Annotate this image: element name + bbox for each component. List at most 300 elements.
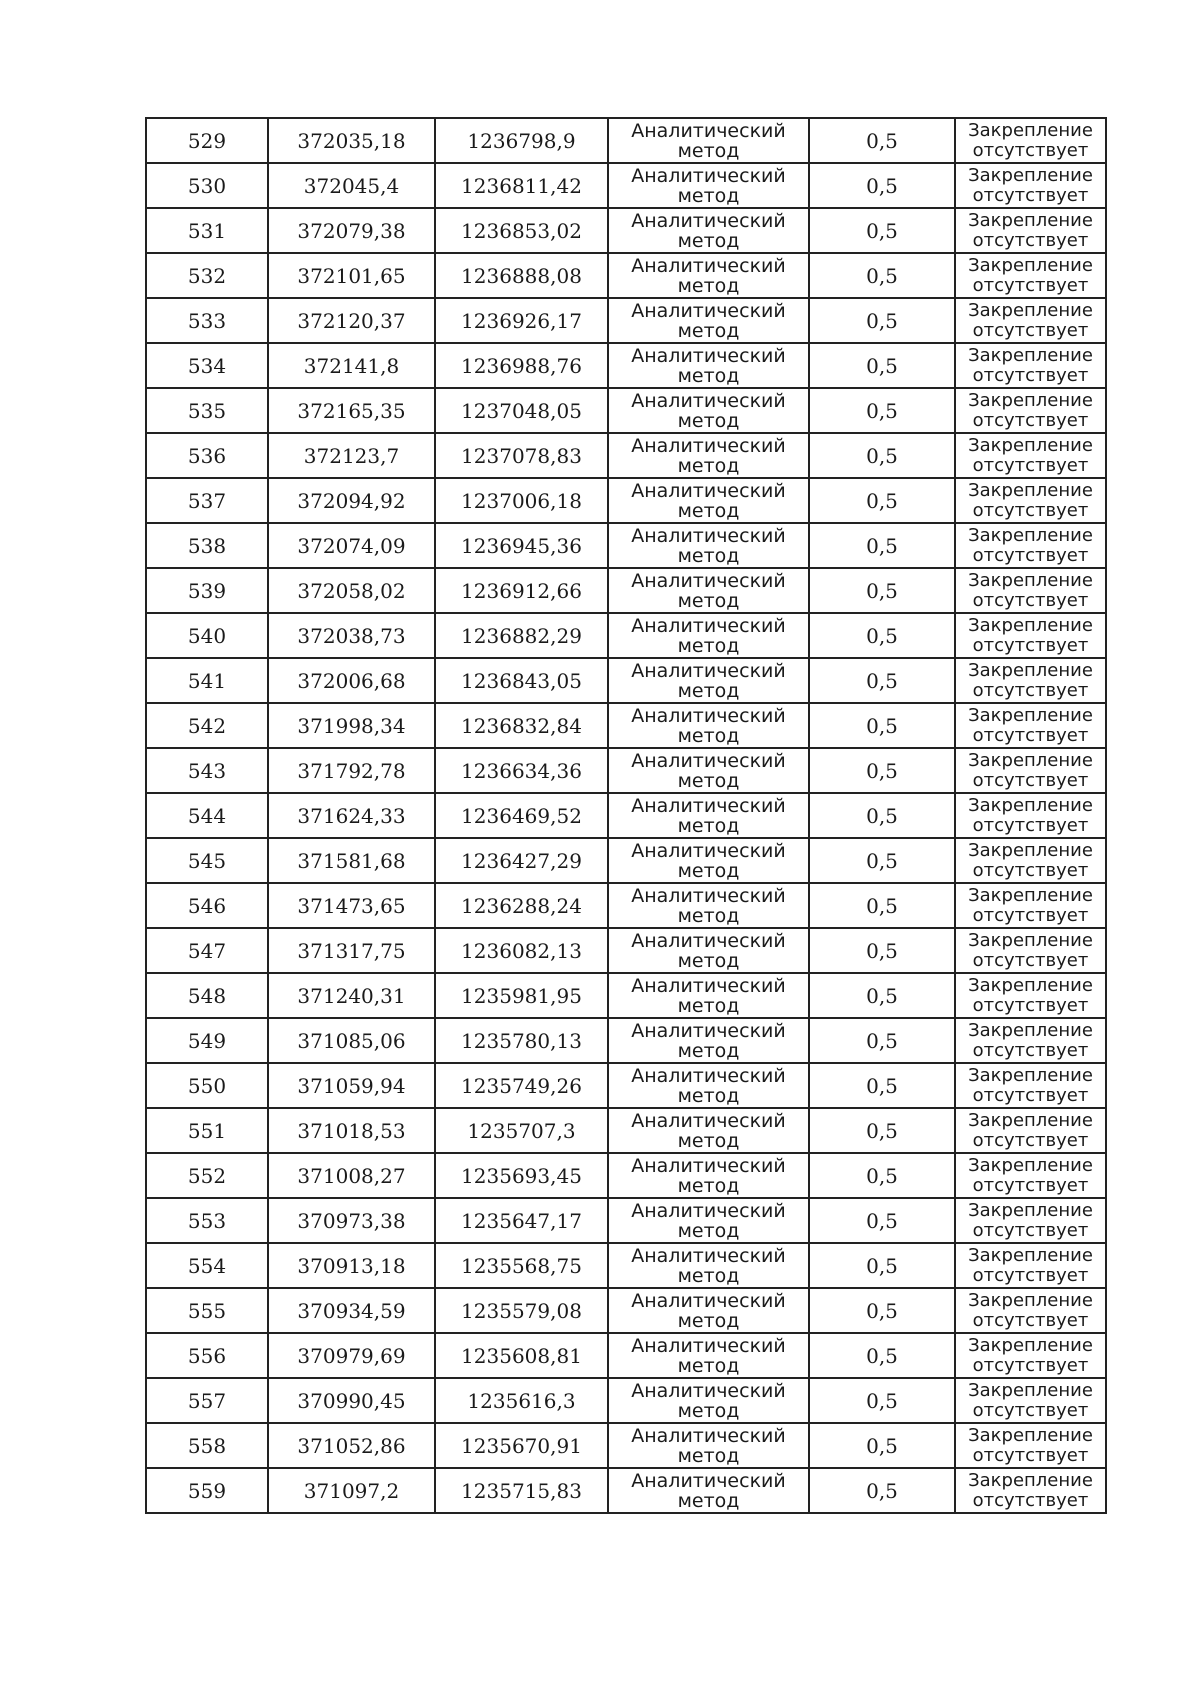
fixation-cell (955, 298, 1106, 343)
fixation-cell (955, 253, 1106, 298)
table-row (146, 343, 1106, 388)
table-row (146, 838, 1106, 883)
y-coordinate-cell: 1237078,83 (435, 433, 608, 478)
accuracy-cell: 0,5 (809, 1378, 955, 1423)
point-number-cell: 559 (146, 1468, 268, 1513)
x-coordinate-cell: 372074,09 (268, 523, 435, 568)
x-coordinate-cell: 372038,73 (268, 613, 435, 658)
accuracy-cell: 0,5 (809, 433, 955, 478)
fixation-cell-line-1: Закрепление (968, 1154, 1093, 1176)
method-cell (608, 973, 809, 1018)
method-cell (608, 658, 809, 703)
y-coordinate-cell: 1235647,17 (435, 1198, 608, 1243)
y-coordinate-cell: 1235981,95 (435, 973, 608, 1018)
table-row (146, 1423, 1106, 1468)
coordinates-table (145, 117, 1107, 1514)
method-cell-line-1: Аналитический (631, 569, 786, 592)
method-cell (608, 883, 809, 928)
fixation-cell (955, 658, 1106, 703)
method-cell (608, 1288, 809, 1333)
x-coordinate-cell: 371018,53 (268, 1108, 435, 1153)
x-coordinate-cell: 372120,37 (268, 298, 435, 343)
fixation-cell (955, 1378, 1106, 1423)
fixation-cell-line-2: отсутствует (972, 1354, 1089, 1376)
point-number-cell: 540 (146, 613, 268, 658)
fixation-cell (955, 343, 1106, 388)
fixation-cell-line-2: отсутствует (972, 859, 1089, 881)
table-row (146, 433, 1106, 478)
accuracy-cell: 0,5 (809, 1468, 955, 1513)
fixation-cell (955, 1468, 1106, 1513)
table-row (146, 1378, 1106, 1423)
method-cell-line-1: Аналитический (631, 119, 786, 142)
accuracy-cell: 0,5 (809, 613, 955, 658)
fixation-cell (955, 208, 1106, 253)
method-cell-line-2: метод (677, 859, 740, 882)
fixation-cell (955, 1288, 1106, 1333)
table-row (146, 1198, 1106, 1243)
method-cell-line-1: Аналитический (631, 884, 786, 907)
method-cell-line-1: Аналитический (631, 209, 786, 232)
method-cell-line-1: Аналитический (631, 1244, 786, 1267)
fixation-cell-line-1: Закрепление (968, 884, 1093, 906)
fixation-cell-line-2: отсутствует (972, 994, 1089, 1016)
fixation-cell-line-2: отсутствует (972, 364, 1089, 386)
fixation-cell-line-2: отсутствует (972, 1489, 1089, 1511)
accuracy-cell: 0,5 (809, 1063, 955, 1108)
table-row (146, 298, 1106, 343)
fixation-cell-line-2: отсутствует (972, 499, 1089, 521)
y-coordinate-cell: 1237048,05 (435, 388, 608, 433)
point-number-cell: 541 (146, 658, 268, 703)
table-row (146, 703, 1106, 748)
method-cell (608, 568, 809, 613)
y-coordinate-cell: 1236469,52 (435, 793, 608, 838)
table-row (146, 1018, 1106, 1063)
method-cell-line-2: метод (677, 229, 740, 252)
table-row (146, 973, 1106, 1018)
x-coordinate-cell: 372101,65 (268, 253, 435, 298)
method-cell (608, 838, 809, 883)
table-row (146, 658, 1106, 703)
point-number-cell: 548 (146, 973, 268, 1018)
point-number-cell: 545 (146, 838, 268, 883)
table-row (146, 118, 1106, 163)
x-coordinate-cell: 372165,35 (268, 388, 435, 433)
table-row (146, 523, 1106, 568)
method-cell-line-1: Аналитический (631, 614, 786, 637)
accuracy-cell: 0,5 (809, 1243, 955, 1288)
method-cell-line-2: метод (677, 454, 740, 477)
fixation-cell (955, 118, 1106, 163)
method-cell-line-1: Аналитический (631, 1289, 786, 1312)
method-cell-line-2: метод (677, 634, 740, 657)
method-cell (608, 478, 809, 523)
method-cell (608, 208, 809, 253)
method-cell-line-2: метод (677, 274, 740, 297)
method-cell-line-1: Аналитический (631, 524, 786, 547)
fixation-cell (955, 433, 1106, 478)
method-cell-line-2: метод (677, 994, 740, 1017)
method-cell-line-1: Аналитический (631, 434, 786, 457)
method-cell-line-1: Аналитический (631, 1424, 786, 1447)
method-cell-line-2: метод (677, 904, 740, 927)
method-cell (608, 1063, 809, 1108)
table-row (146, 928, 1106, 973)
fixation-cell-line-1: Закрепление (968, 299, 1093, 321)
method-cell-line-1: Аналитический (631, 974, 786, 997)
fixation-cell-line-2: отсутствует (972, 1039, 1089, 1061)
method-cell (608, 1333, 809, 1378)
fixation-cell-line-1: Закрепление (968, 1244, 1093, 1266)
point-number-cell: 542 (146, 703, 268, 748)
x-coordinate-cell: 372006,68 (268, 658, 435, 703)
method-cell-line-2: метод (677, 1489, 740, 1512)
y-coordinate-cell: 1237006,18 (435, 478, 608, 523)
accuracy-cell: 0,5 (809, 298, 955, 343)
point-number-cell: 533 (146, 298, 268, 343)
fixation-cell-line-1: Закрепление (968, 794, 1093, 816)
fixation-cell (955, 388, 1106, 433)
fixation-cell-line-1: Закрепление (968, 704, 1093, 726)
x-coordinate-cell: 370973,38 (268, 1198, 435, 1243)
method-cell-line-2: метод (677, 139, 740, 162)
accuracy-cell: 0,5 (809, 163, 955, 208)
accuracy-cell: 0,5 (809, 1198, 955, 1243)
x-coordinate-cell: 371581,68 (268, 838, 435, 883)
point-number-cell: 543 (146, 748, 268, 793)
fixation-cell-line-2: отсутствует (972, 184, 1089, 206)
method-cell-line-2: метод (677, 1354, 740, 1377)
fixation-cell (955, 1063, 1106, 1108)
fixation-cell-line-1: Закрепление (968, 1019, 1093, 1041)
fixation-cell-line-2: отсутствует (972, 634, 1089, 656)
fixation-cell-line-2: отсутствует (972, 274, 1089, 296)
accuracy-cell: 0,5 (809, 388, 955, 433)
point-number-cell: 546 (146, 883, 268, 928)
fixation-cell-line-1: Закрепление (968, 659, 1093, 681)
fixation-cell (955, 883, 1106, 928)
fixation-cell-line-2: отсутствует (972, 1084, 1089, 1106)
method-cell-line-2: метод (677, 364, 740, 387)
method-cell (608, 523, 809, 568)
method-cell (608, 1153, 809, 1198)
method-cell-line-2: метод (677, 1264, 740, 1287)
point-number-cell: 558 (146, 1423, 268, 1468)
x-coordinate-cell: 372079,38 (268, 208, 435, 253)
x-coordinate-cell: 371085,06 (268, 1018, 435, 1063)
fixation-cell-line-2: отсутствует (972, 1264, 1089, 1286)
fixation-cell (955, 793, 1106, 838)
method-cell (608, 703, 809, 748)
method-cell (608, 388, 809, 433)
accuracy-cell: 0,5 (809, 1333, 955, 1378)
point-number-cell: 529 (146, 118, 268, 163)
fixation-cell-line-2: отсутствует (972, 544, 1089, 566)
method-cell-line-1: Аналитический (631, 1379, 786, 1402)
method-cell (608, 163, 809, 208)
method-cell-line-2: метод (677, 1309, 740, 1332)
y-coordinate-cell: 1236926,17 (435, 298, 608, 343)
fixation-cell (955, 1243, 1106, 1288)
point-number-cell: 553 (146, 1198, 268, 1243)
point-number-cell: 536 (146, 433, 268, 478)
fixation-cell-line-2: отсутствует (972, 409, 1089, 431)
fixation-cell-line-2: отсутствует (972, 949, 1089, 971)
fixation-cell-line-1: Закрепление (968, 974, 1093, 996)
table-row (146, 1108, 1106, 1153)
fixation-cell (955, 928, 1106, 973)
y-coordinate-cell: 1235568,75 (435, 1243, 608, 1288)
method-cell-line-2: метод (677, 409, 740, 432)
method-cell-line-1: Аналитический (631, 1469, 786, 1492)
x-coordinate-cell: 371624,33 (268, 793, 435, 838)
x-coordinate-cell: 371473,65 (268, 883, 435, 928)
y-coordinate-cell: 1236832,84 (435, 703, 608, 748)
y-coordinate-cell: 1235608,81 (435, 1333, 608, 1378)
point-number-cell: 557 (146, 1378, 268, 1423)
method-cell-line-1: Аналитический (631, 299, 786, 322)
y-coordinate-cell: 1236843,05 (435, 658, 608, 703)
accuracy-cell: 0,5 (809, 838, 955, 883)
fixation-cell-line-2: отсутствует (972, 724, 1089, 746)
point-number-cell: 555 (146, 1288, 268, 1333)
table-row (146, 1333, 1106, 1378)
fixation-cell-line-2: отсутствует (972, 319, 1089, 341)
table-row (146, 1468, 1106, 1513)
method-cell-line-2: метод (677, 814, 740, 837)
method-cell-line-2: метод (677, 589, 740, 612)
method-cell-line-2: метод (677, 544, 740, 567)
fixation-cell-line-1: Закрепление (968, 1334, 1093, 1356)
accuracy-cell: 0,5 (809, 928, 955, 973)
method-cell (608, 1378, 809, 1423)
fixation-cell (955, 478, 1106, 523)
table-row (146, 478, 1106, 523)
accuracy-cell: 0,5 (809, 118, 955, 163)
table-row (146, 613, 1106, 658)
y-coordinate-cell: 1236634,36 (435, 748, 608, 793)
accuracy-cell: 0,5 (809, 748, 955, 793)
fixation-cell-line-1: Закрепление (968, 164, 1093, 186)
point-number-cell: 549 (146, 1018, 268, 1063)
fixation-cell-line-2: отсутствует (972, 1174, 1089, 1196)
table-row (146, 388, 1106, 433)
y-coordinate-cell: 1236888,08 (435, 253, 608, 298)
method-cell-line-1: Аналитический (631, 1019, 786, 1042)
table-row (146, 793, 1106, 838)
fixation-cell-line-1: Закрепление (968, 839, 1093, 861)
accuracy-cell: 0,5 (809, 208, 955, 253)
x-coordinate-cell: 371097,2 (268, 1468, 435, 1513)
x-coordinate-cell: 372141,8 (268, 343, 435, 388)
x-coordinate-cell: 372058,02 (268, 568, 435, 613)
fixation-cell-line-2: отсутствует (972, 769, 1089, 791)
table-row (146, 208, 1106, 253)
x-coordinate-cell: 371998,34 (268, 703, 435, 748)
y-coordinate-cell: 1236288,24 (435, 883, 608, 928)
accuracy-cell: 0,5 (809, 343, 955, 388)
fixation-cell-line-1: Закрепление (968, 569, 1093, 591)
fixation-cell-line-2: отсутствует (972, 1219, 1089, 1241)
fixation-cell-line-2: отсутствует (972, 1309, 1089, 1331)
method-cell-line-2: метод (677, 1039, 740, 1062)
accuracy-cell: 0,5 (809, 253, 955, 298)
point-number-cell: 551 (146, 1108, 268, 1153)
accuracy-cell: 0,5 (809, 1423, 955, 1468)
x-coordinate-cell: 370934,59 (268, 1288, 435, 1333)
fixation-cell-line-1: Закрепление (968, 1424, 1093, 1446)
point-number-cell: 532 (146, 253, 268, 298)
accuracy-cell: 0,5 (809, 1288, 955, 1333)
table-row (146, 568, 1106, 613)
x-coordinate-cell: 370913,18 (268, 1243, 435, 1288)
accuracy-cell: 0,5 (809, 568, 955, 613)
fixation-cell (955, 1153, 1106, 1198)
y-coordinate-cell: 1236082,13 (435, 928, 608, 973)
x-coordinate-cell: 372045,4 (268, 163, 435, 208)
method-cell (608, 793, 809, 838)
fixation-cell-line-2: отсутствует (972, 904, 1089, 926)
point-number-cell: 530 (146, 163, 268, 208)
y-coordinate-cell: 1236798,9 (435, 118, 608, 163)
x-coordinate-cell: 371052,86 (268, 1423, 435, 1468)
method-cell-line-2: метод (677, 319, 740, 342)
fixation-cell-line-1: Закрепление (968, 1289, 1093, 1311)
table-row (146, 163, 1106, 208)
accuracy-cell: 0,5 (809, 883, 955, 928)
fixation-cell-line-1: Закрепление (968, 254, 1093, 276)
method-cell-line-2: метод (677, 679, 740, 702)
fixation-cell (955, 1198, 1106, 1243)
accuracy-cell: 0,5 (809, 523, 955, 568)
method-cell-line-1: Аналитический (631, 1109, 786, 1132)
point-number-cell: 550 (146, 1063, 268, 1108)
method-cell-line-1: Аналитический (631, 164, 786, 187)
fixation-cell-line-1: Закрепление (968, 749, 1093, 771)
method-cell (608, 253, 809, 298)
x-coordinate-cell: 371059,94 (268, 1063, 435, 1108)
method-cell-line-1: Аналитический (631, 704, 786, 727)
fixation-cell-line-1: Закрепление (968, 1064, 1093, 1086)
method-cell (608, 748, 809, 793)
x-coordinate-cell: 372035,18 (268, 118, 435, 163)
fixation-cell (955, 1108, 1106, 1153)
y-coordinate-cell: 1236912,66 (435, 568, 608, 613)
y-coordinate-cell: 1235579,08 (435, 1288, 608, 1333)
fixation-cell-line-2: отсутствует (972, 139, 1089, 161)
method-cell-line-1: Аналитический (631, 1064, 786, 1087)
fixation-cell-line-1: Закрепление (968, 1109, 1093, 1131)
method-cell-line-1: Аналитический (631, 479, 786, 502)
x-coordinate-cell: 371317,75 (268, 928, 435, 973)
fixation-cell-line-2: отсутствует (972, 1399, 1089, 1421)
method-cell (608, 1108, 809, 1153)
table-row (146, 1063, 1106, 1108)
point-number-cell: 534 (146, 343, 268, 388)
y-coordinate-cell: 1235749,26 (435, 1063, 608, 1108)
accuracy-cell: 0,5 (809, 1108, 955, 1153)
fixation-cell (955, 748, 1106, 793)
accuracy-cell: 0,5 (809, 793, 955, 838)
fixation-cell (955, 523, 1106, 568)
method-cell-line-2: метод (677, 724, 740, 747)
method-cell (608, 118, 809, 163)
y-coordinate-cell: 1235715,83 (435, 1468, 608, 1513)
y-coordinate-cell: 1235616,3 (435, 1378, 608, 1423)
fixation-cell-line-1: Закрепление (968, 434, 1093, 456)
method-cell (608, 1198, 809, 1243)
method-cell-line-2: метод (677, 1219, 740, 1242)
fixation-cell-line-2: отсутствует (972, 454, 1089, 476)
fixation-cell-line-2: отсутствует (972, 814, 1089, 836)
fixation-cell-line-1: Закрепление (968, 119, 1093, 141)
table-row (146, 748, 1106, 793)
method-cell (608, 433, 809, 478)
point-number-cell: 547 (146, 928, 268, 973)
y-coordinate-cell: 1236988,76 (435, 343, 608, 388)
point-number-cell: 538 (146, 523, 268, 568)
fixation-cell-line-1: Закрепление (968, 344, 1093, 366)
method-cell-line-2: метод (677, 1399, 740, 1422)
fixation-cell-line-1: Закрепление (968, 1379, 1093, 1401)
fixation-cell-line-1: Закрепление (968, 929, 1093, 951)
fixation-cell-line-1: Закрепление (968, 209, 1093, 231)
table-row (146, 1153, 1106, 1198)
point-number-cell: 535 (146, 388, 268, 433)
accuracy-cell: 0,5 (809, 973, 955, 1018)
x-coordinate-cell: 370990,45 (268, 1378, 435, 1423)
x-coordinate-cell: 371008,27 (268, 1153, 435, 1198)
accuracy-cell: 0,5 (809, 1153, 955, 1198)
fixation-cell (955, 1423, 1106, 1468)
fixation-cell-line-1: Закрепление (968, 614, 1093, 636)
y-coordinate-cell: 1236427,29 (435, 838, 608, 883)
y-coordinate-cell: 1235693,45 (435, 1153, 608, 1198)
method-cell-line-1: Аналитический (631, 1334, 786, 1357)
method-cell-line-1: Аналитический (631, 839, 786, 862)
method-cell (608, 1423, 809, 1468)
accuracy-cell: 0,5 (809, 658, 955, 703)
x-coordinate-cell: 372094,92 (268, 478, 435, 523)
fixation-cell (955, 838, 1106, 883)
x-coordinate-cell: 371792,78 (268, 748, 435, 793)
point-number-cell: 544 (146, 793, 268, 838)
fixation-cell (955, 703, 1106, 748)
method-cell (608, 343, 809, 388)
method-cell-line-1: Аналитический (631, 794, 786, 817)
y-coordinate-cell: 1235780,13 (435, 1018, 608, 1063)
x-coordinate-cell: 370979,69 (268, 1333, 435, 1378)
table-row (146, 1288, 1106, 1333)
method-cell-line-1: Аналитический (631, 1199, 786, 1222)
y-coordinate-cell: 1236811,42 (435, 163, 608, 208)
point-number-cell: 539 (146, 568, 268, 613)
x-coordinate-cell: 372123,7 (268, 433, 435, 478)
method-cell-line-1: Аналитический (631, 929, 786, 952)
fixation-cell-line-2: отсутствует (972, 589, 1089, 611)
method-cell (608, 1468, 809, 1513)
fixation-cell (955, 1333, 1106, 1378)
fixation-cell-line-1: Закрепление (968, 479, 1093, 501)
table-row (146, 883, 1106, 928)
y-coordinate-cell: 1236853,02 (435, 208, 608, 253)
method-cell-line-1: Аналитический (631, 344, 786, 367)
method-cell-line-1: Аналитический (631, 389, 786, 412)
method-cell (608, 928, 809, 973)
fixation-cell-line-1: Закрепление (968, 1199, 1093, 1221)
method-cell-line-2: метод (677, 769, 740, 792)
